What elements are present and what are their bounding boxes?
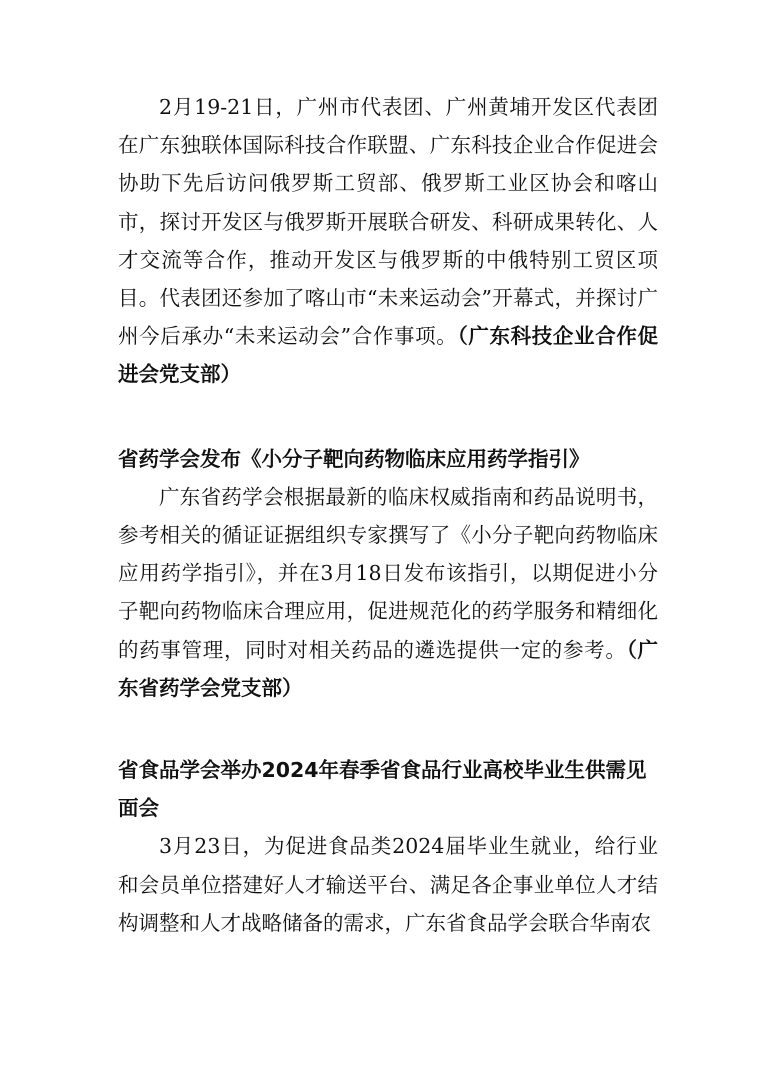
article-3-body: 3月23日，为促进食品类2024届毕业生就业，给行业和会员单位搭建好人才输送平台、满足各企事业单位人才结构调整和人才战略储备的需求，广东省食品学会联合华南农 bbox=[118, 834, 658, 935]
article-1-source: （广东科技企业合作促进会党支部） bbox=[118, 324, 658, 387]
document-page bbox=[118, 88, 658, 942]
article-3-title: 省食品学会举办2024年春季省食品行业高校毕业生供需见面会 bbox=[118, 758, 647, 821]
article-1-body: 2月19-21日，广州市代表团、广州黄埔开发区代表团在广东独联体国际科技合作联盟、广东科技企业合作促进会协助下先后访问俄罗斯工贸部、俄罗斯工业区协会和喀山市，探讨开发区与俄罗斯开展联合研发、科研成果转化、人才交流等合作，推动开发区与俄罗斯的中俄特别工贸区项目。代表团还参加了喀山市“未来运动会”开幕式，并探讨广州今后承办“未来运动会”合作事项。（广东科技企业合作促进会党支部） bbox=[118, 95, 658, 387]
article-2-source: （广东省药学会党支部） bbox=[118, 637, 659, 700]
article-2-body: 广东省药学会根据最新的临床权威指南和药品说明书，参考相关的循证证据组织专家撰写了《小分子靶向药物临床应用药学指引》，并在3月18日发布该指引，以期促进小分子靶向药物临床合理应用，促进规范化的药学服务和精细化的药事管理，同时对相关药品的遴选提供一定的参考。（广东省药学会党支部） bbox=[118, 484, 659, 700]
article-2-title: 省药学会发布《小分子靶向药物临床应用药学指引》 bbox=[118, 446, 590, 471]
